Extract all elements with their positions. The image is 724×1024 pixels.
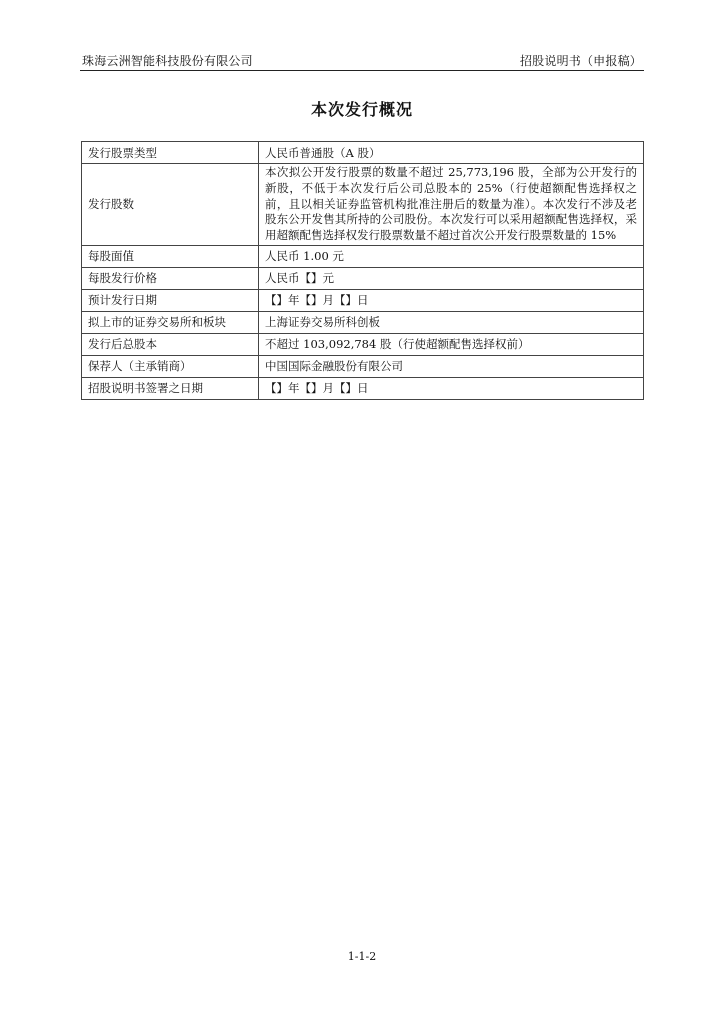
table-row [82,142,644,164]
row-value: 【】年【】月【】日 [259,377,644,399]
page-header-company: 珠海云洲智能科技股份有限公司 [82,54,253,68]
row-value: 本次拟公开发行股票的数量不超过 25,773,196 股，全部为公开发行的新股，不低于本次发行后公司总股本的 25%（行使超额配售选择权之前，且以相关证券监管机构批准注册后的数量为准）。本次发行不涉及老股东公开发售其所持的公司股份。本次发行可以采用超额配售选择权，采用超额配售选择权发行股票数量不超过首次公开发行股票数量的 15% [259,164,644,246]
row-value: 人民币【】元 [259,267,644,289]
row-value: 上海证券交易所科创板 [259,311,644,333]
row-label: 发行股票类型 [82,142,259,164]
table-row [82,245,644,267]
page-header-doc-type: 招股说明书（申报稿） [519,54,642,68]
page-number: 1-1-2 [347,950,377,963]
row-label: 拟上市的证券交易所和板块 [82,311,259,333]
header-divider [80,70,644,71]
row-value: 不超过 103,092,784 股（行使超额配售选择权前） [259,333,644,355]
table-row [82,164,644,246]
offering-summary-table [81,141,644,400]
row-label: 发行后总股本 [82,333,259,355]
page-title: 本次发行概况 [310,100,413,119]
row-label: 招股说明书签署之日期 [82,377,259,399]
table-row [82,267,644,289]
table-row [82,355,644,377]
table-row [82,377,644,399]
row-label: 每股发行价格 [82,267,259,289]
row-value: 人民币 1.00 元 [259,245,644,267]
row-label: 预计发行日期 [82,289,259,311]
row-label: 每股面值 [82,245,259,267]
row-value: 中国国际金融股份有限公司 [259,355,644,377]
row-value: 【】年【】月【】日 [259,289,644,311]
table-row [82,289,644,311]
table-row [82,311,644,333]
row-label: 发行股数 [82,164,259,246]
row-value: 人民币普通股（A 股） [259,142,644,164]
table-row [82,333,644,355]
row-label: 保荐人（主承销商） [82,355,259,377]
